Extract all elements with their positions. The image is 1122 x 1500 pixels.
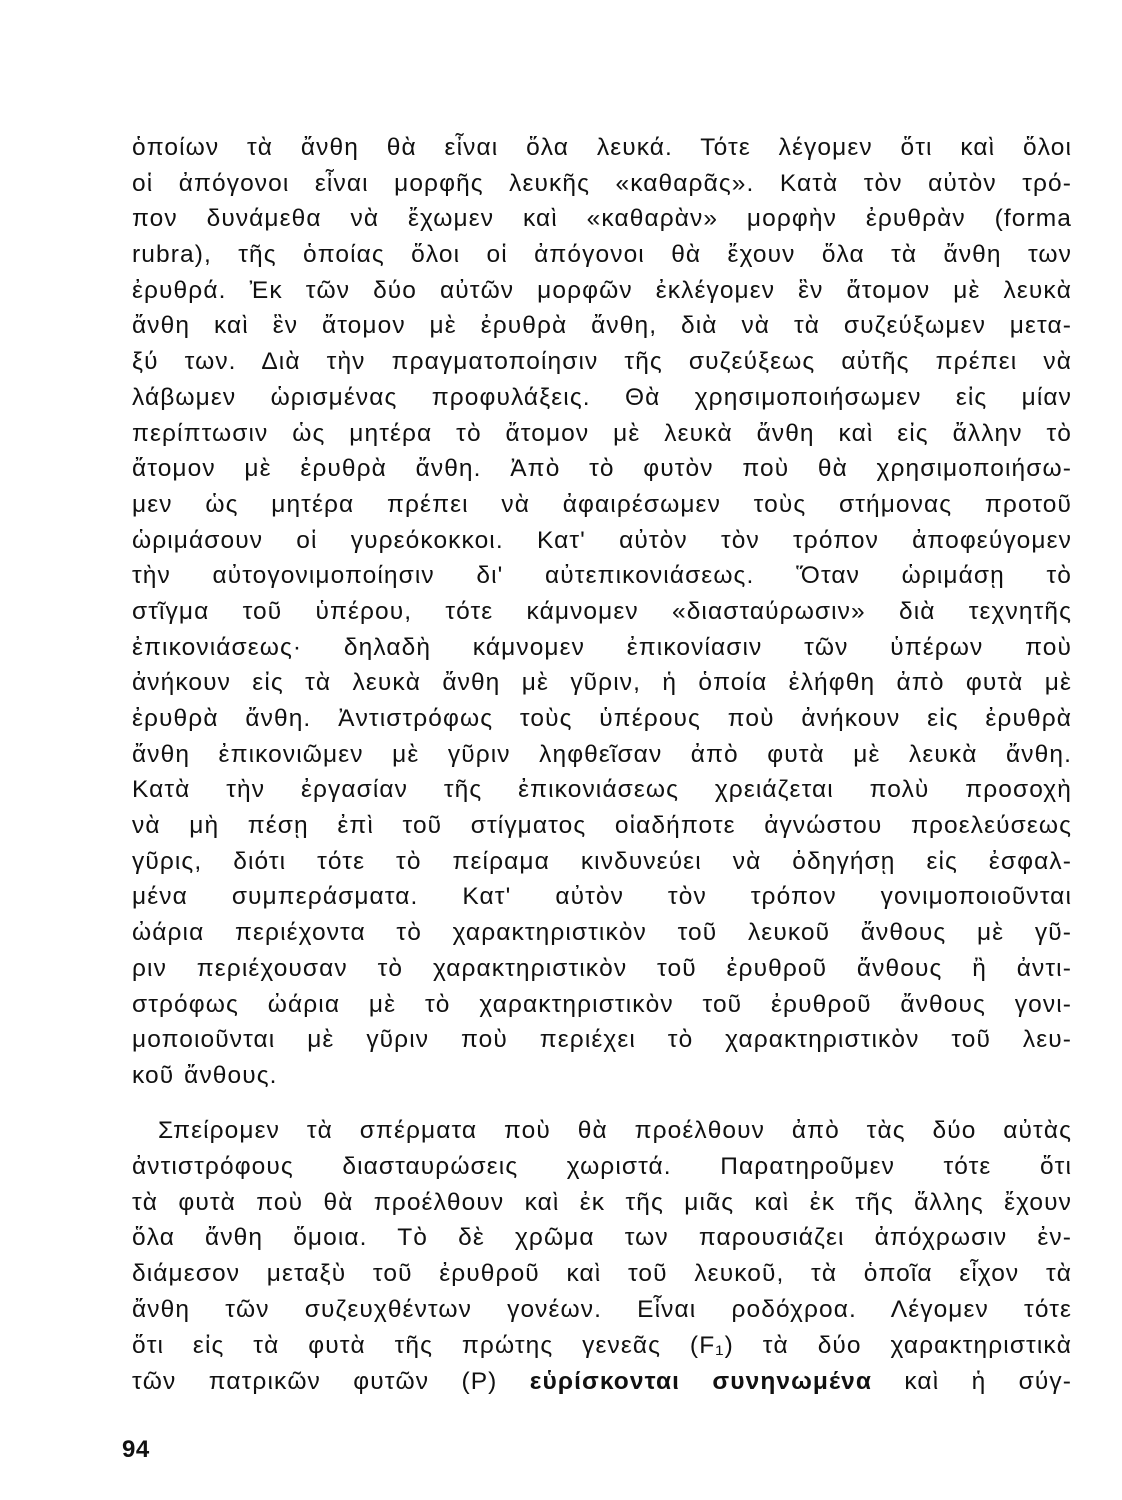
- text-line: τὴν αὐτογονιμοποίησιν δι' αὐτεπικονιάσεως. Ὅταν ὡριμάσῃ τὸ: [132, 562, 1072, 590]
- text-line: λάβωμεν ὡρισμένας προφυλάξεις. Θὰ χρησιμοποιήσωμεν εἰς μίαν: [132, 383, 1072, 411]
- text-line: ὅτι εἰς τὰ φυτὰ τῆς πρώτης γενεᾶς (F₁) τὰ δύο χαρακτηριστικὰ: [132, 1331, 1072, 1359]
- text-line: περίπτωσιν ὡς μητέρα τὸ ἄτομον μὲ λευκὰ ἄνθη καὶ εἰς ἄλλην τὸ: [132, 419, 1072, 447]
- paragraph-1: [132, 130, 1072, 1094]
- text-line: στῖγμα τοῦ ὑπέρου, τότε κάμνομεν «διασταύρωσιν» διὰ τεχνητῆς: [132, 597, 1072, 625]
- bold-emphasis: εὑρίσκονται συνηνωμένα: [529, 1367, 873, 1395]
- text-line: μεν ὡς μητέρα πρέπει νὰ ἀφαιρέσωμεν τοὺς στήμονας προτοῦ: [132, 490, 1072, 518]
- page-number: 94: [122, 1436, 150, 1463]
- text-line: Σπείρομεν τὰ σπέρματα ποὺ θὰ προέλθουν ἀπὸ τὰς δύο αὐτὰς: [158, 1117, 1072, 1144]
- text-line: νὰ μὴ πέσῃ ἐπὶ τοῦ στίγματος οἱαδήποτε ἀγνώστου προελεύσεως: [132, 812, 1072, 840]
- text-line: ἄνθη τῶν συζευχθέντων γονέων. Εἶναι ροδόχροα. Λέγομεν τότε: [132, 1295, 1072, 1323]
- text-segment: τῶν πατρικῶν φυτῶν (P): [132, 1367, 530, 1395]
- text-line: ἐρυθρά. Ἐκ τῶν δύο αὐτῶν μορφῶν ἐκλέγομεν ἓν ἄτομον μὲ λευκὰ: [132, 276, 1072, 304]
- text-line: διάμεσον μεταξὺ τοῦ ἐρυθροῦ καὶ τοῦ λευκοῦ, τὰ ὁποῖα εἶχον τὰ: [132, 1260, 1072, 1288]
- text-line: γῦρις, διότι τότε τὸ πείραμα κινδυνεύει νὰ ὁδηγήσῃ εἰς ἐσφαλ-: [132, 847, 1072, 875]
- text-line: πον δυνάμεθα νὰ ἔχωμεν καὶ «καθαρὰν» μορφὴν ἐρυθρὰν (forma: [132, 205, 1072, 233]
- text-line: ὡριμάσουν οἱ γυρεόκοκκοι. Κατ' αὐτὸν τὸν τρόπον ἀποφεύγομεν: [132, 526, 1072, 554]
- text-line: ὁποίων τὰ ἄνθη θὰ εἶναι ὅλα λευκά. Τότε λέγομεν ὅτι καὶ ὅλοι: [132, 134, 1072, 161]
- text-line: ἀνήκουν εἰς τὰ λευκὰ ἄνθη μὲ γῦριν, ἡ ὁποία ἐλήφθη ἀπὸ φυτὰ μὲ: [132, 669, 1072, 697]
- text-line: rubra), τῆς ὁποίας ὅλοι οἱ ἀπόγονοι θὰ ἔχουν ὅλα τὰ ἄνθη των: [132, 241, 1072, 269]
- paragraph-2: [132, 1113, 1072, 1399]
- text-line: τὰ φυτὰ ποὺ θὰ προέλθουν καὶ ἐκ τῆς μιᾶς καὶ ἐκ τῆς ἄλλης ἔχουν: [132, 1188, 1072, 1216]
- text-line: ἀντιστρόφους διασταυρώσεις χωριστά. Παρατηροῦμεν τότε ὅτι: [132, 1152, 1072, 1180]
- text-line: ἐπικονιάσεως· δηλαδὴ κάμνομεν ἐπικονίασιν τῶν ὑπέρων ποὺ: [132, 633, 1072, 661]
- text-line: ξύ των. Διὰ τὴν πραγματοποίησιν τῆς συζεύξεως αὐτῆς πρέπει νὰ: [132, 348, 1072, 376]
- text-line: ἄτομον μὲ ἐρυθρὰ ἄνθη. Ἀπὸ τὸ φυτὸν ποὺ θὰ χρησιμοποιήσω-: [132, 455, 1072, 483]
- text-line: Κατὰ τὴν ἐργασίαν τῆς ἐπικονιάσεως χρειάζεται πολὺ προσοχὴ: [132, 776, 1072, 804]
- text-line: μοποιοῦνται μὲ γῦριν ποὺ περιέχει τὸ χαρακτηριστικὸν τοῦ λευ-: [132, 1026, 1072, 1054]
- text-line: μένα συμπεράσματα. Κατ' αὐτὸν τὸν τρόπον γονιμοποιοῦνται: [132, 883, 1072, 911]
- text-line: στρόφως ὠάρια μὲ τὸ χαρακτηριστικὸν τοῦ ἐρυθροῦ ἄνθους γονι-: [132, 990, 1072, 1018]
- text-line: ριν περιέχουσαν τὸ χαρακτηριστικὸν τοῦ ἐρυθροῦ ἄνθους ἢ ἀντι-: [132, 954, 1072, 982]
- text-line: ἄνθη ἐπικονιῶμεν μὲ γῦριν ληφθεῖσαν ἀπὸ φυτὰ μὲ λευκὰ ἄνθη.: [132, 740, 1072, 768]
- text-line: ἄνθη καὶ ἓν ἄτομον μὲ ἐρυθρὰ ἄνθη, διὰ νὰ τὰ συζεύξωμεν μετα-: [132, 312, 1072, 340]
- text-line: ὠάρια περιέχοντα τὸ χαρακτηριστικὸν τοῦ λευκοῦ ἄνθους μὲ γῦ-: [132, 919, 1072, 947]
- text-line: κοῦ ἄνθους.: [132, 1061, 278, 1089]
- text-line: ὅλα ἄνθη ὅμοια. Τὸ δὲ χρῶμα των παρουσιάζει ἀπόχρωσιν ἐν-: [132, 1224, 1072, 1252]
- text-line: οἱ ἀπόγονοι εἶναι μορφῆς λευκῆς «καθαρᾶς». Κατὰ τὸν αὐτὸν τρό-: [132, 169, 1072, 197]
- text-segment: καὶ ἡ σύγ-: [872, 1367, 1072, 1395]
- text-line: ἐρυθρὰ ἄνθη. Ἀντιστρόφως τοὺς ὑπέρους ποὺ ἀνήκουν εἰς ἐρυθρὰ: [132, 705, 1072, 732]
- text-line-with-emphasis: [132, 1364, 1072, 1400]
